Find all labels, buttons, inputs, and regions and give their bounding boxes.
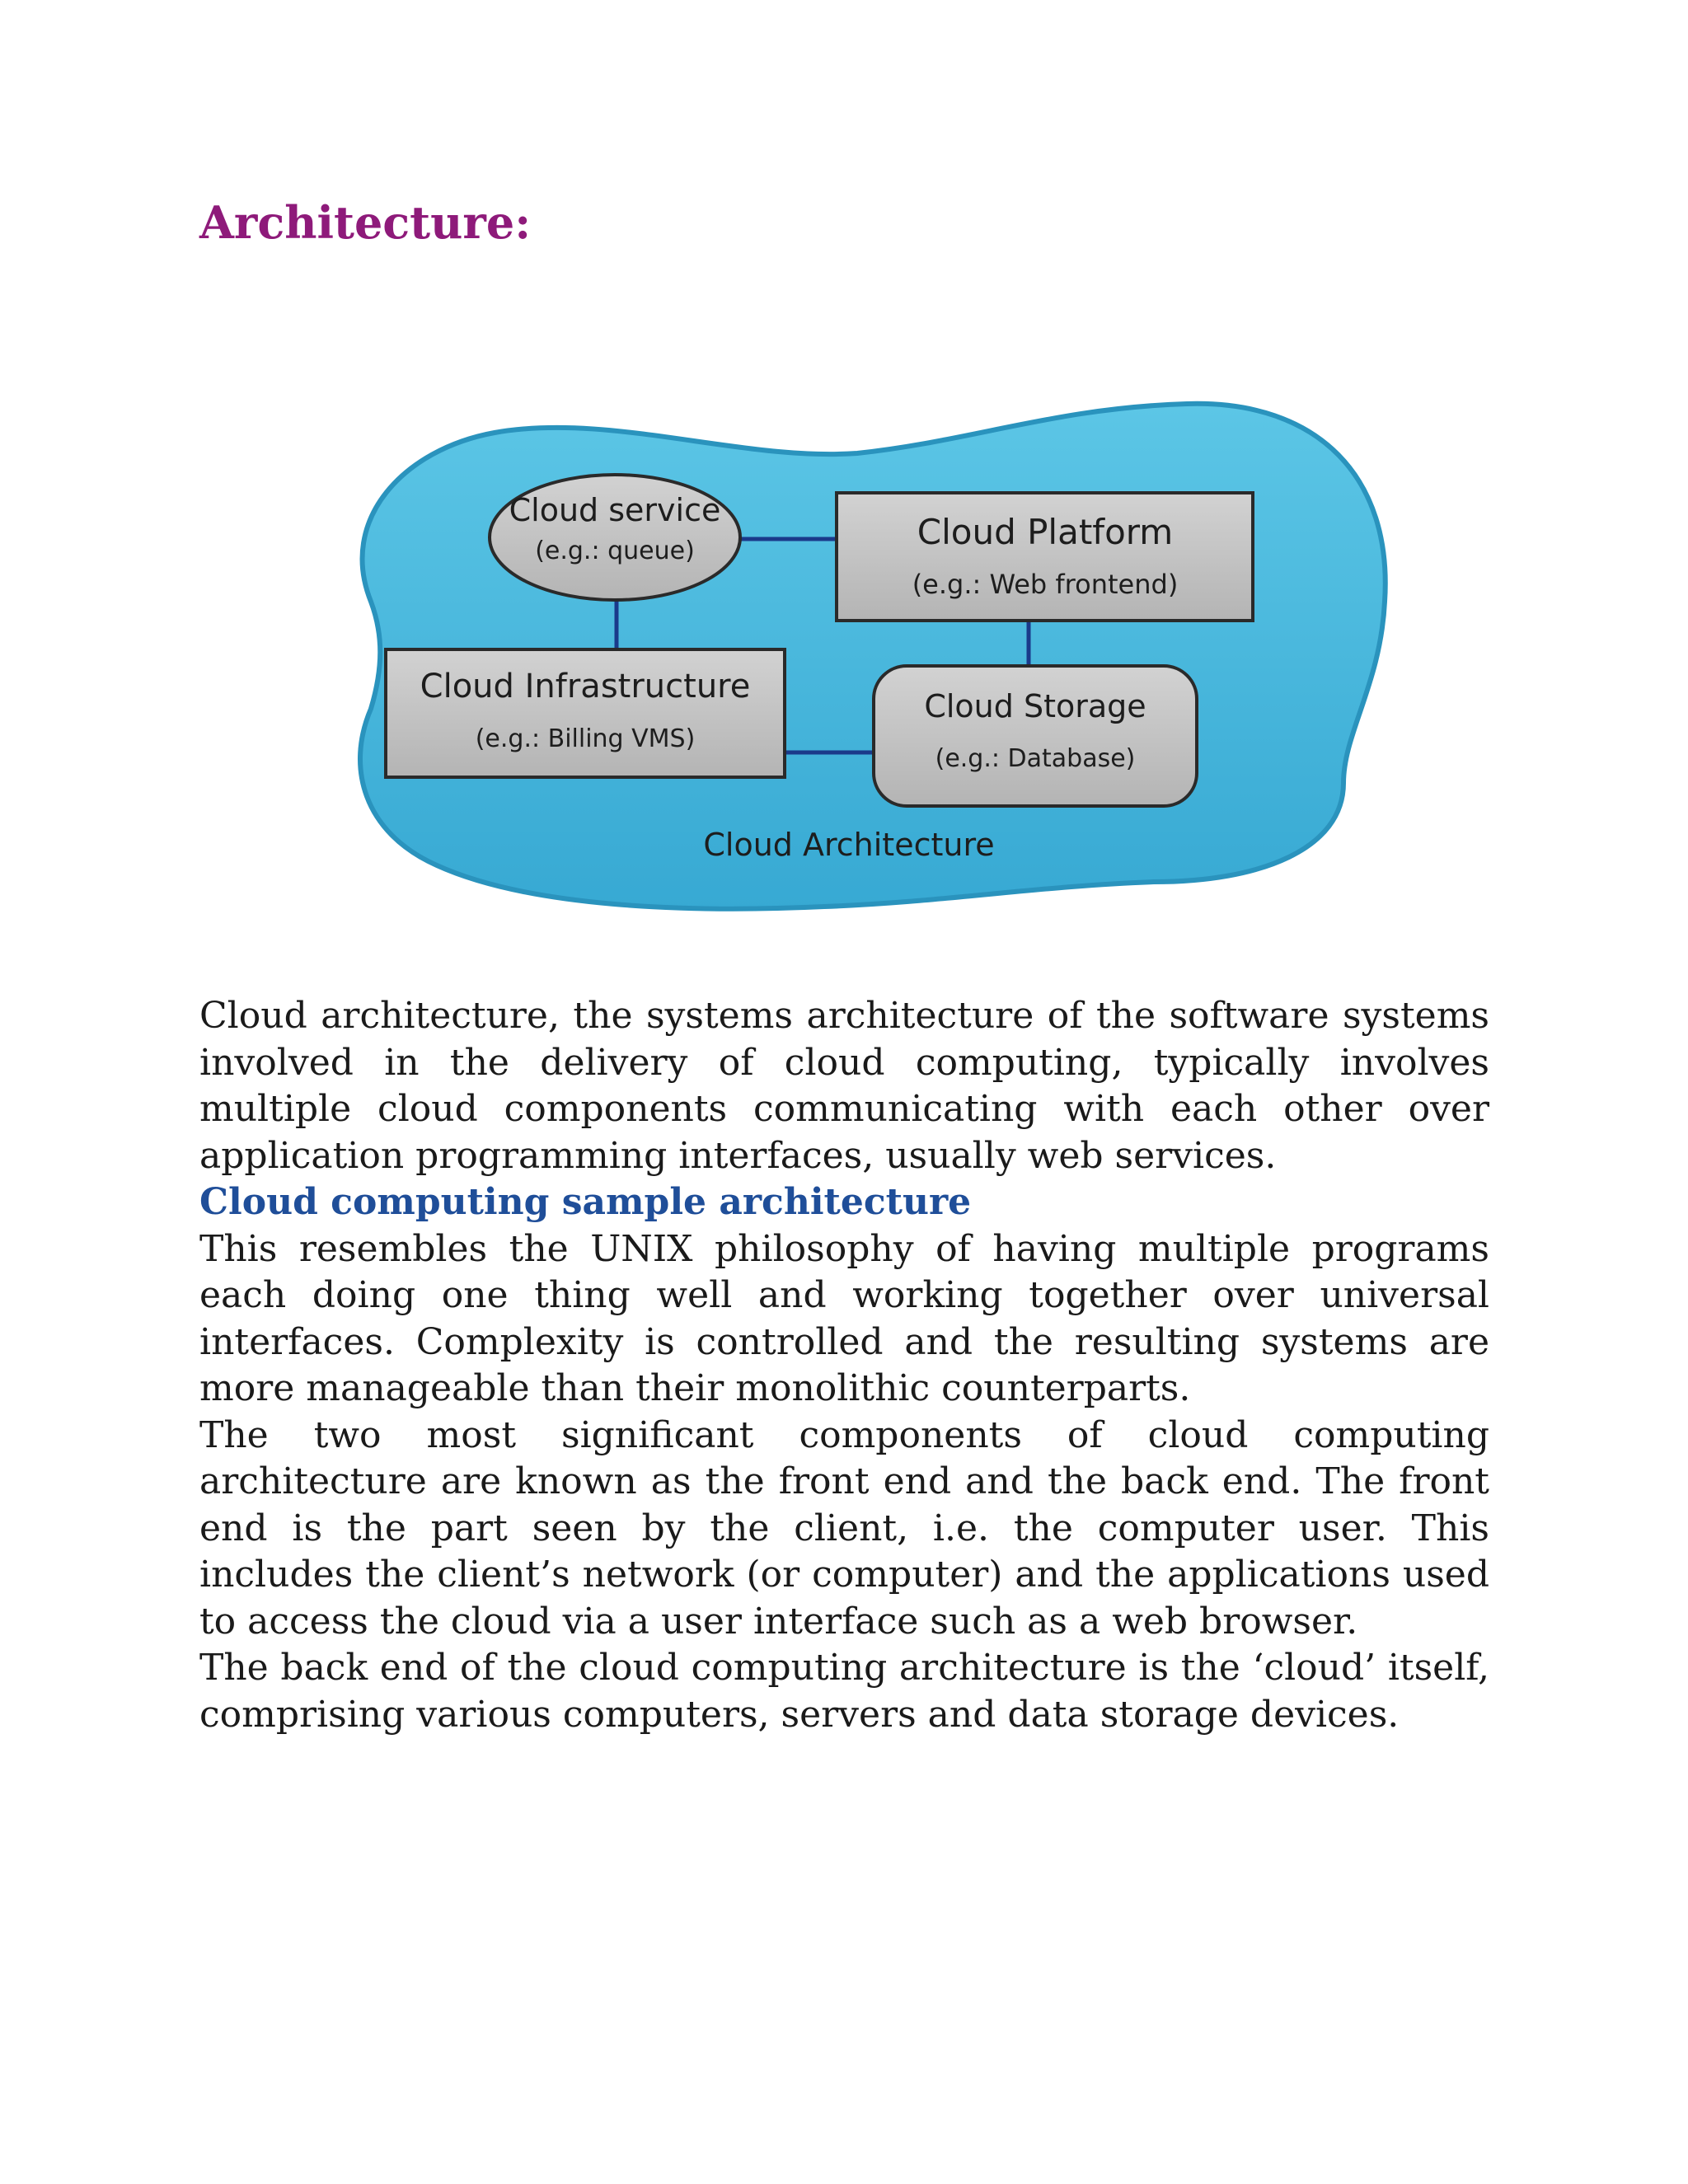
node-cloud-service-subtitle: (e.g.: queue) [535,537,695,565]
body-text [199,993,1489,1738]
node-cloud-service [490,475,740,600]
paragraph-1: Cloud architecture, the systems architecture of the software systems involved in the delivery of cloud computing, typically involves multiple cloud components communicating with each other over application programming interfaces, usually web services. [199,995,1489,1177]
cloud-architecture-diagram [313,387,1418,915]
node-cloud-infrastructure-subtitle: (e.g.: Billing VMS) [475,724,696,753]
node-cloud-infrastructure [386,649,785,777]
section-heading: Architecture: [199,196,532,249]
paragraph-3: The two most significant components of cloud computing architecture are known as the front end and the back end. The front end is the part seen by the client, i.e. the computer user. This includes the client’s network (or computer) and the applications used to access the cloud via a user interface such as a web browser. [199,1413,1489,1643]
paragraph-4: The back end of the cloud computing architecture is the ‘cloud’ itself, comprising various computers, servers and data storage devices. [199,1647,1489,1736]
subheading: Cloud computing sample architecture [199,1181,972,1223]
paragraph-2: This resembles the UNIX philosophy of having multiple programs each doing one thing well and working together over universal interfaces. Complexity is controlled and the resulting systems are more manageable than their monolithic counterparts. [199,1227,1489,1409]
node-cloud-platform-subtitle: (e.g.: Web frontend) [912,569,1179,600]
node-cloud-service-title: Cloud service [509,492,721,528]
node-cloud-storage-subtitle: (e.g.: Database) [935,744,1136,773]
node-cloud-storage-title: Cloud Storage [924,688,1146,724]
node-cloud-infrastructure-title: Cloud Infrastructure [420,668,751,705]
node-cloud-platform [837,493,1253,621]
node-cloud-storage [874,666,1197,806]
diagram-caption: Cloud Architecture [703,827,995,863]
node-cloud-platform-title: Cloud Platform [917,512,1174,552]
